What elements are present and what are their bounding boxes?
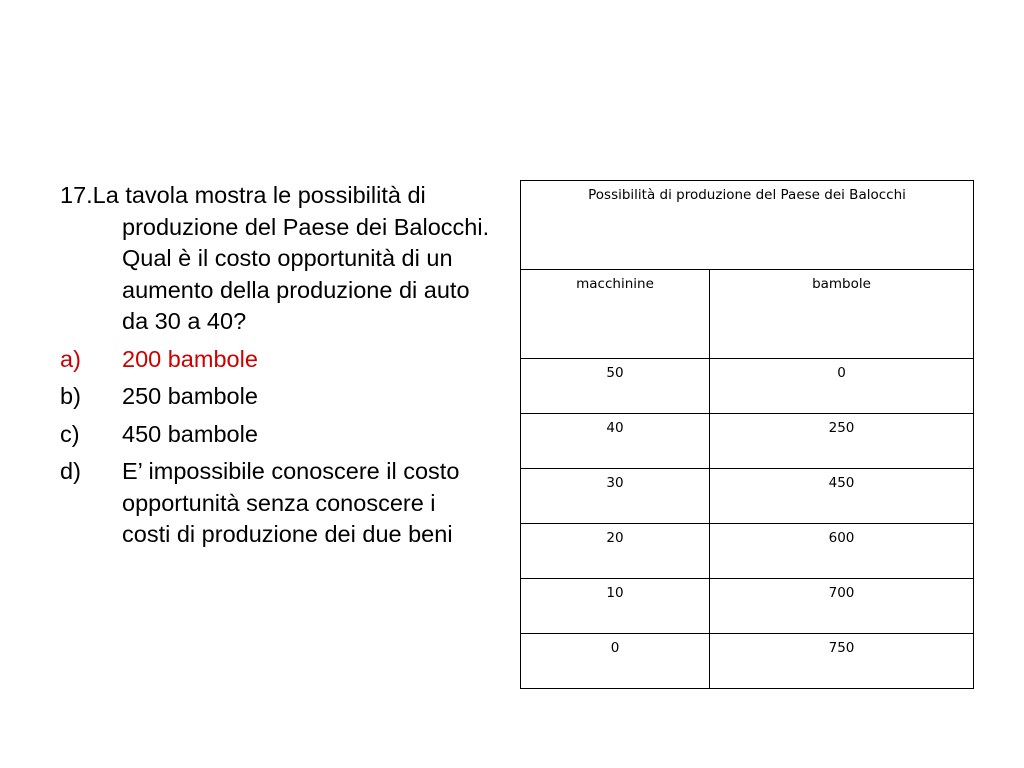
table-row — [521, 359, 974, 414]
table-cell: 40 — [521, 414, 710, 469]
column-header-bambole: bambole — [710, 270, 974, 359]
column-header-macchinine: macchinine — [521, 270, 710, 359]
option-letter: d) — [60, 458, 81, 484]
table-title: Possibilità di produzione del Paese dei Balocchi — [521, 181, 974, 270]
table-title-row — [521, 181, 974, 270]
table-row — [521, 469, 974, 524]
table-cell: 750 — [710, 634, 974, 689]
option-text: 250 bambole — [122, 383, 258, 409]
table-cell: 250 — [710, 414, 974, 469]
option-letter: a) — [60, 345, 81, 372]
table-cell: 20 — [521, 524, 710, 579]
table-header-row — [521, 270, 974, 359]
table-row — [521, 524, 974, 579]
option-text: 450 bambole — [122, 420, 258, 447]
question-stem: 17.La tavola mostra le possibilità di produzione del Paese dei Balocchi. Qual è il costo opportunità di un aumento della produzione di auto da 30 a 40? — [60, 182, 490, 334]
table-cell: 0 — [710, 359, 974, 414]
table-cell: 30 — [521, 469, 710, 524]
table-row — [521, 634, 974, 689]
table-row — [521, 579, 974, 634]
option-b — [60, 381, 490, 413]
table-row — [521, 414, 974, 469]
question-block — [60, 180, 490, 557]
table-cell: 10 — [521, 579, 710, 634]
option-a — [60, 344, 490, 376]
option-letter: c) — [60, 420, 80, 447]
table-cell: 450 — [710, 469, 974, 524]
table-cell: 50 — [521, 359, 710, 414]
option-d — [60, 456, 490, 551]
table-cell: 700 — [710, 579, 974, 634]
option-text: 200 bambole — [122, 345, 258, 372]
option-c — [60, 419, 490, 451]
option-text: E’ impossibile conoscere il costo opportunità senza conoscere i costi di produzione dei due beni — [122, 458, 460, 547]
option-letter: b) — [60, 383, 81, 409]
table-cell: 0 — [521, 634, 710, 689]
table-cell: 600 — [710, 524, 974, 579]
production-possibilities-table — [520, 180, 974, 689]
